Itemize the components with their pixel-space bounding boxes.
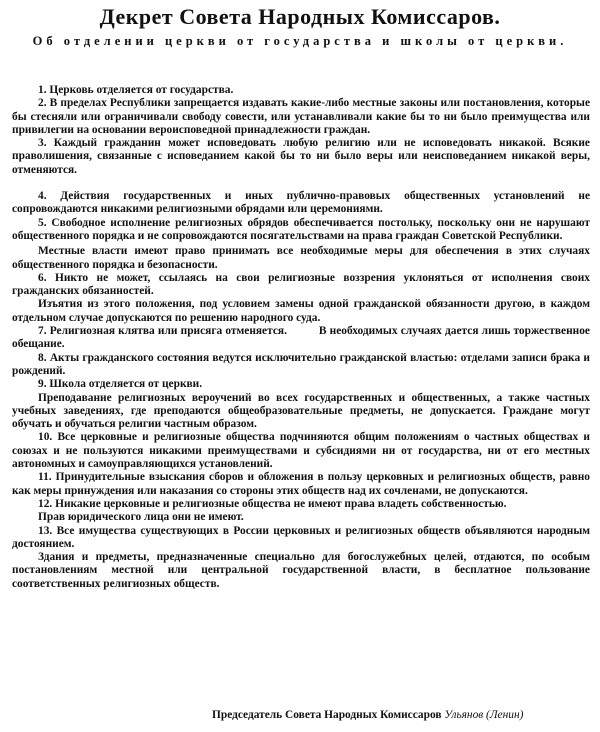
- paragraph-8: 8. Акты гражданского состояния ведутся исключительно гражданской властью: отделами записи брака и рождений.: [12, 351, 590, 377]
- paragraph-9: 9. Школа отделяется от церкви.: [38, 378, 203, 391]
- paragraph-6: 6. Никто не может, ссылаясь на свои религиозные воззрения уклоняться от исполнения своих гражданских обязанностей.: [12, 271, 590, 298]
- document-title: Декрет Совета Народных Комиссаров.: [99, 4, 501, 29]
- paragraph-13: 13. Все имущества существующих в России церковных и религиозных обществ объявляются народным достоянием.: [12, 524, 590, 550]
- paragraph-7: 7. Религиозная клятва или присяга отменяется. В необходимых случаях дается лишь торжественное обещание.: [12, 325, 593, 351]
- paragraph-5-note: Местные власти имеют право принимать все необходимые меры для обеспечения в этих случаях общественного порядка и безопасности.: [12, 245, 590, 271]
- paragraph-2: 2. В пределах Республики запрещается издавать какие-либо местные законы или постановления, которые бы стесняли или ограничивали свободу совести, или устанавливали какие бы то ни было преимущества или привилегии на основании вероисповедной принадлежности граждан.: [12, 97, 590, 136]
- paragraph-6-note: Изъятия из этого положения, под условием замены одной гражданской обязанности другою, в каждом отдельном случае допускаются по решению народного суда.: [12, 298, 590, 324]
- signature-name: Ульянов (Ленин): [444, 709, 524, 721]
- paragraph-12-note: Прав юридического лица они не имеют.: [38, 511, 244, 524]
- paragraph-11: 11. Принудительные взыскания сборов и обложения в пользу церковных и религиозных обществ, равно как меры принуждения или наказания со стороны этих обществ над их сочленами, не допускаются.: [12, 471, 590, 497]
- signature-position: Председатель Совета Народных Комиссаров: [212, 709, 442, 721]
- paragraph-5: 5. Свободное исполнение религиозных обрядов обеспечивается постольку, поскольку они не нарушают общественного порядка и не сопровождаются посягательствами на права граждан Советской Республики.: [12, 216, 590, 242]
- paragraph-9-note: Преподавание религиозных вероучений во всех государственных и общественных, а также частных учебных заведениях, где преподаются общеобразовательные предметы, не допускается. Граждане могут обучать и обучаться религии частным образом.: [12, 391, 590, 431]
- signature-line: [212, 709, 592, 721]
- paragraph-3: 3. Каждый гражданин может исповедовать любую религию или не исповедовать никакой. Всякие праволишения, связанные с исповеданием какой бы то ни было веры или неисповеданием никакой веры, отменяются.: [12, 137, 590, 176]
- paragraph-4: 4. Действия государственных и иных публично-правовых общественных установлений не сопровождаются никакими религиозными обрядами или церемониями.: [12, 190, 590, 216]
- document-subtitle: Об отделении церкви от государства и школы от церкви.: [32, 34, 568, 48]
- document-body: [12, 84, 593, 591]
- paragraph-10: 10. Все церковные и религиозные общества подчиняются общим положениям о частных обществах и союзах и не пользуются никакими преимуществами и субсидиями ни от государства, ни от его местных автономных и самоуправляющихся установлений.: [12, 431, 590, 471]
- paragraph-12: 12. Никакие церковные и религиозные общества не имеют права владеть собственностью.: [38, 497, 507, 510]
- paragraph-13-note: Здания и предметы, предназначенные специально для богослужебных целей, отдаются, по особым постановлениям местной или центральной государственной власти, в бесплатное пользование соответственных религиозных обществ.: [12, 551, 590, 590]
- paragraph-1: 1. Церковь отделяется от государства.: [38, 84, 234, 96]
